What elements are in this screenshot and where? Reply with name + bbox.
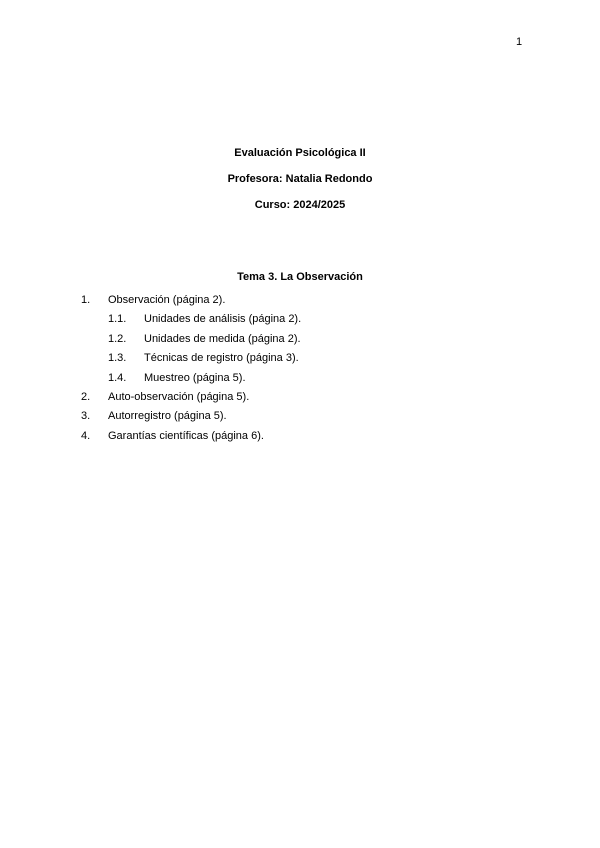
toc-item-number: 1.4. (108, 371, 127, 384)
toc-item-text: Auto-observación (página 5). (108, 390, 250, 403)
professor-name: Profesora: Natalia Redondo (227, 173, 373, 185)
toc-item-number: 1.1. (108, 313, 127, 326)
toc-item (0, 429, 600, 448)
toc-item-number: 2. (81, 390, 91, 403)
toc-item (0, 293, 600, 312)
page-number: 1 (516, 36, 523, 48)
toc-subitem (0, 312, 600, 331)
toc-item-number: 1.2. (108, 332, 127, 345)
toc-item-number: 3. (81, 410, 91, 423)
toc-item (0, 409, 600, 428)
toc-item-number: 4. (81, 429, 91, 442)
toc-item-text: Garantías científicas (página 6). (108, 429, 264, 442)
toc-item-text: Autorregistro (página 5). (108, 410, 227, 423)
course-year: Curso: 2024/2025 (254, 199, 346, 211)
table-of-contents (0, 293, 600, 448)
course-title: Evaluación Psicológica II (234, 147, 366, 159)
toc-item-text: Unidades de medida (página 2). (144, 332, 301, 345)
toc-item-text: Muestreo (página 5). (144, 371, 246, 384)
document-header (0, 146, 600, 224)
toc-item (0, 390, 600, 409)
toc-item-text: Técnicas de registro (página 3). (144, 352, 299, 365)
toc-item-number: 1. (81, 294, 91, 306)
toc-subitem (0, 371, 600, 390)
toc-subitem (0, 332, 600, 351)
toc-subitem (0, 351, 600, 370)
toc-item-text: Unidades de análisis (página 2). (144, 313, 302, 326)
toc-item-text: Observación (página 2). (108, 294, 226, 306)
topic-title: Tema 3. La Observación (237, 271, 363, 283)
toc-item-number: 1.3. (108, 352, 127, 365)
